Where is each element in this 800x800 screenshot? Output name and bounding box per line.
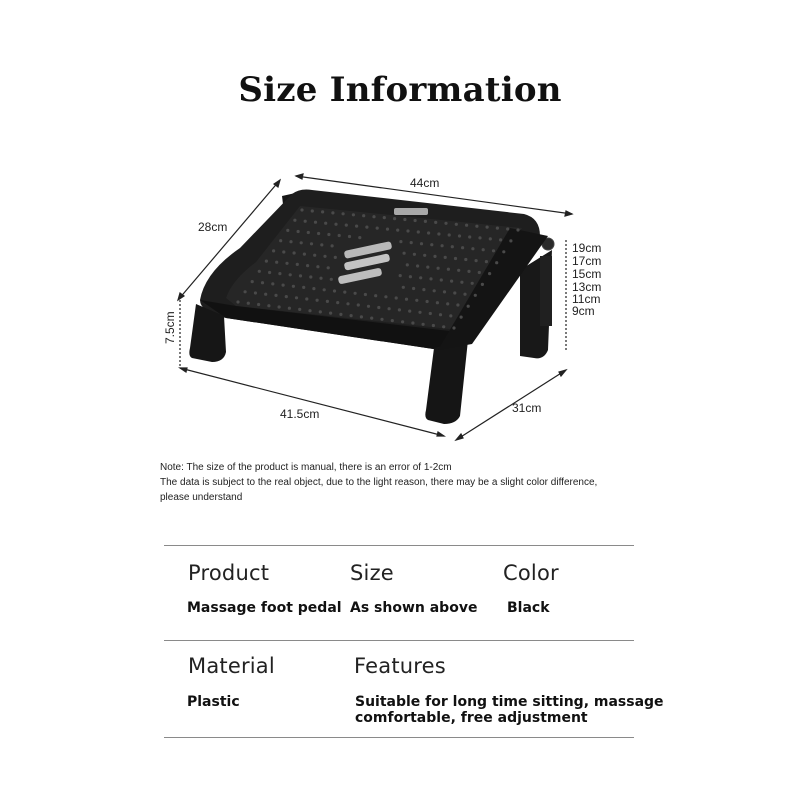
massage-dot — [352, 213, 355, 216]
massage-dot — [399, 240, 402, 243]
page-title: Size Information — [238, 70, 562, 110]
massage-dot — [267, 304, 270, 307]
note-line-1: Note: The size of the product is manual, there is an error of 1-2cm — [160, 462, 452, 473]
massage-dot — [422, 288, 425, 291]
massage-dot — [319, 277, 322, 280]
massage-dot — [323, 288, 326, 291]
massage-dot — [247, 302, 250, 305]
massage-dot — [499, 238, 502, 241]
massage-dot — [358, 236, 361, 239]
massage-dot — [440, 278, 443, 281]
massage-dot — [471, 282, 474, 285]
dim-height-15: 15cm — [572, 267, 602, 281]
massage-dot — [357, 303, 360, 306]
massage-dot — [367, 305, 370, 308]
massage-dot — [388, 307, 391, 310]
massage-dot — [463, 293, 466, 296]
massage-dot — [411, 321, 414, 324]
massage-dot — [408, 310, 411, 313]
massage-dot — [419, 276, 422, 279]
massage-dot — [488, 272, 491, 275]
massage-dot — [306, 264, 309, 267]
massage-dot — [331, 244, 334, 247]
massage-dot — [454, 257, 457, 260]
massage-dot — [395, 296, 398, 299]
massage-dot — [502, 250, 505, 253]
massage-dot — [333, 289, 336, 292]
massage-dot — [453, 291, 456, 294]
massage-dot — [293, 219, 296, 222]
massage-dot — [339, 313, 342, 316]
massage-dot — [420, 242, 423, 245]
massage-dot — [282, 250, 285, 253]
massage-dot — [460, 316, 463, 319]
massage-dot — [380, 318, 383, 321]
massage-dot — [422, 323, 425, 326]
massage-dot — [405, 298, 408, 301]
product-label: Product — [188, 561, 270, 585]
massage-dot — [329, 312, 332, 315]
massage-dot — [336, 301, 339, 304]
massage-dot — [403, 252, 406, 255]
massage-dot — [285, 295, 288, 298]
massage-dot — [376, 227, 379, 230]
massage-dot — [489, 237, 492, 240]
dim-bottom-width: 41.5cm — [280, 407, 320, 421]
dim-height-11: 11cm — [572, 292, 601, 306]
massage-dot — [311, 209, 314, 212]
massage-dot — [481, 283, 484, 286]
massage-dot — [467, 305, 470, 308]
massage-dot — [496, 227, 499, 230]
massage-dot — [455, 223, 458, 226]
massage-dot — [305, 297, 308, 300]
massage-dot — [412, 287, 415, 290]
massage-dot — [415, 299, 418, 302]
massage-dot — [258, 270, 261, 273]
massage-dot — [384, 295, 387, 298]
massage-dot — [391, 319, 394, 322]
massage-dot — [343, 291, 346, 294]
massage-dot — [346, 302, 349, 305]
massage-dot — [437, 267, 440, 270]
massage-dot — [429, 277, 432, 280]
massage-dot — [330, 278, 333, 281]
massage-dot — [321, 210, 324, 213]
massage-dot — [406, 229, 409, 232]
massage-dot — [289, 240, 292, 243]
massage-dot — [309, 275, 312, 278]
massage-dot — [365, 226, 368, 229]
massage-dot — [316, 265, 319, 268]
massage-dot — [364, 293, 367, 296]
massage-dot — [296, 263, 299, 266]
massage-dot — [478, 271, 481, 274]
note — [160, 460, 600, 505]
massage-dot — [316, 299, 319, 302]
massage-dot — [430, 243, 433, 246]
massage-dot — [426, 266, 429, 269]
massage-dot — [323, 255, 326, 258]
massage-dot — [432, 324, 435, 327]
massage-dot — [265, 260, 268, 263]
massage-dot — [410, 241, 413, 244]
massage-dot — [374, 294, 377, 297]
massage-dot — [460, 281, 463, 284]
massage-dot — [251, 280, 254, 283]
massage-dot — [399, 274, 402, 277]
massage-dot — [436, 301, 439, 304]
dim-height-17: 17cm — [572, 254, 602, 268]
color-label: Color — [503, 561, 559, 585]
massage-dot — [450, 280, 453, 283]
massage-dot — [360, 315, 363, 318]
massage-dot — [327, 233, 330, 236]
footrest-body — [189, 190, 554, 425]
massage-dot — [268, 271, 271, 274]
massage-dot — [452, 326, 455, 329]
massage-dot — [348, 235, 351, 238]
massage-dot — [383, 216, 386, 219]
material-value: Plastic — [187, 694, 240, 710]
massage-dot — [424, 220, 427, 223]
massage-dot — [354, 292, 357, 295]
massage-dot — [406, 263, 409, 266]
massage-dot — [372, 215, 375, 218]
massage-dot — [288, 307, 291, 310]
massage-dot — [244, 290, 247, 293]
massage-dot — [298, 308, 301, 311]
massage-dot — [282, 284, 285, 287]
massage-dot — [413, 253, 416, 256]
material-label: Material — [188, 654, 275, 678]
massage-dot — [457, 269, 460, 272]
massage-dot — [478, 236, 481, 239]
massage-dot — [416, 264, 419, 267]
massage-dot — [320, 243, 323, 246]
massage-dot — [319, 310, 322, 313]
size-value: As shown above — [350, 600, 478, 616]
massage-dot — [446, 302, 449, 305]
massage-dot — [439, 313, 442, 316]
massage-dot — [429, 312, 432, 315]
massage-dot — [433, 289, 436, 292]
massage-dot — [441, 244, 444, 247]
massage-dot — [509, 239, 512, 242]
massage-dot — [427, 231, 430, 234]
massage-dot — [272, 249, 275, 252]
massage-dot — [278, 272, 281, 275]
massage-dot — [401, 320, 404, 323]
massage-dot — [393, 217, 396, 220]
divider-middle — [164, 640, 634, 641]
note-line-2: The data is subject to the real object, due to the light reason, there may be a slight color difference, please understand — [160, 477, 598, 503]
massage-dot — [331, 211, 334, 214]
dim-height-13: 13cm — [572, 280, 602, 294]
massage-dot — [442, 325, 445, 328]
features-value-2: comfortable, free adjustment — [355, 710, 588, 726]
massage-dot — [448, 233, 451, 236]
massage-dot — [317, 232, 320, 235]
massage-dot — [402, 286, 405, 289]
color-value: Black — [507, 600, 550, 616]
massage-dot — [292, 285, 295, 288]
massage-dot — [300, 208, 303, 211]
massage-dot — [334, 223, 337, 226]
massage-dot — [345, 224, 348, 227]
massage-dot — [437, 232, 440, 235]
features-value-1: Suitable for long time sitting, massage — [355, 694, 664, 710]
massage-dot — [492, 249, 495, 252]
massage-dot — [324, 222, 327, 225]
massage-dot — [334, 256, 337, 259]
massage-dot — [386, 228, 389, 231]
massage-dot — [313, 254, 316, 257]
massage-dot — [293, 251, 296, 254]
massage-dot — [236, 300, 239, 303]
massage-dot — [461, 246, 464, 249]
massage-dot — [362, 214, 365, 217]
massage-dot — [449, 314, 452, 317]
massage-dot — [279, 239, 282, 242]
massage-dot — [443, 290, 446, 293]
massage-dot — [467, 270, 470, 273]
massage-dot — [409, 275, 412, 278]
massage-dot — [326, 300, 329, 303]
massage-dot — [271, 282, 274, 285]
dim-height-9: 9cm — [572, 304, 595, 318]
massage-dot — [261, 281, 264, 284]
massage-dot — [300, 241, 303, 244]
massage-dot — [327, 266, 330, 269]
massage-dot — [417, 230, 420, 233]
massage-dot — [485, 260, 488, 263]
massage-dot — [456, 303, 459, 306]
dim-bottom-depth: 31cm — [512, 401, 542, 415]
massage-dot — [295, 296, 298, 299]
massage-dot — [471, 247, 474, 250]
massage-dot — [274, 294, 277, 297]
massage-dot — [475, 259, 478, 262]
features-label: Features — [354, 654, 446, 678]
divider-bottom — [164, 737, 634, 738]
massage-dot — [303, 253, 306, 256]
massage-dot — [506, 227, 509, 230]
massage-dot — [464, 258, 467, 261]
massage-dot — [465, 224, 468, 227]
massage-dot — [297, 230, 300, 233]
dim-height-left: 7.5cm — [163, 311, 177, 344]
massage-dot — [444, 256, 447, 259]
massage-dot — [299, 274, 302, 277]
divider-top — [164, 545, 634, 546]
massage-dot — [285, 262, 288, 265]
massage-dot — [396, 229, 399, 232]
massage-dot — [286, 229, 289, 232]
massage-dot — [474, 294, 477, 297]
massage-dot — [289, 273, 292, 276]
massage-dot — [275, 261, 278, 264]
massage-dot — [254, 291, 257, 294]
massage-dot — [475, 225, 478, 228]
massage-dot — [451, 245, 454, 248]
massage-dot — [342, 212, 345, 215]
massage-dot — [486, 226, 489, 229]
massage-dot — [398, 308, 401, 311]
massage-dot — [403, 218, 406, 221]
massage-dot — [264, 293, 267, 296]
massage-dot — [495, 261, 498, 264]
massage-dot — [307, 231, 310, 234]
massage-dot — [257, 303, 260, 306]
dim-depth-left: 28cm — [198, 220, 228, 234]
massage-dot — [377, 306, 380, 309]
massage-dot — [355, 225, 358, 228]
massage-dot — [350, 314, 353, 317]
massage-dot — [482, 248, 485, 251]
product-value: Massage foot pedal — [187, 600, 342, 616]
massage-dot — [310, 242, 313, 245]
massage-dot — [468, 235, 471, 238]
massage-dot — [278, 305, 281, 308]
massage-dot — [314, 221, 317, 224]
dim-height-19: 19cm — [572, 241, 602, 255]
massage-dot — [370, 317, 373, 320]
massage-dot — [418, 311, 421, 314]
massage-dot — [458, 234, 461, 237]
massage-dot — [516, 228, 519, 231]
massage-dot — [338, 234, 341, 237]
massage-dot — [447, 268, 450, 271]
massage-dot — [308, 309, 311, 312]
massage-dot — [434, 221, 437, 224]
massage-dot — [423, 254, 426, 257]
massage-dot — [414, 219, 417, 222]
massage-dot — [426, 300, 429, 303]
dim-top-width: 44cm — [410, 176, 440, 190]
size-label: Size — [350, 561, 394, 585]
massage-dot — [444, 222, 447, 225]
massage-dot — [302, 286, 305, 289]
massage-dot — [433, 255, 436, 258]
massage-dot — [312, 287, 315, 290]
massage-dot — [304, 220, 307, 223]
